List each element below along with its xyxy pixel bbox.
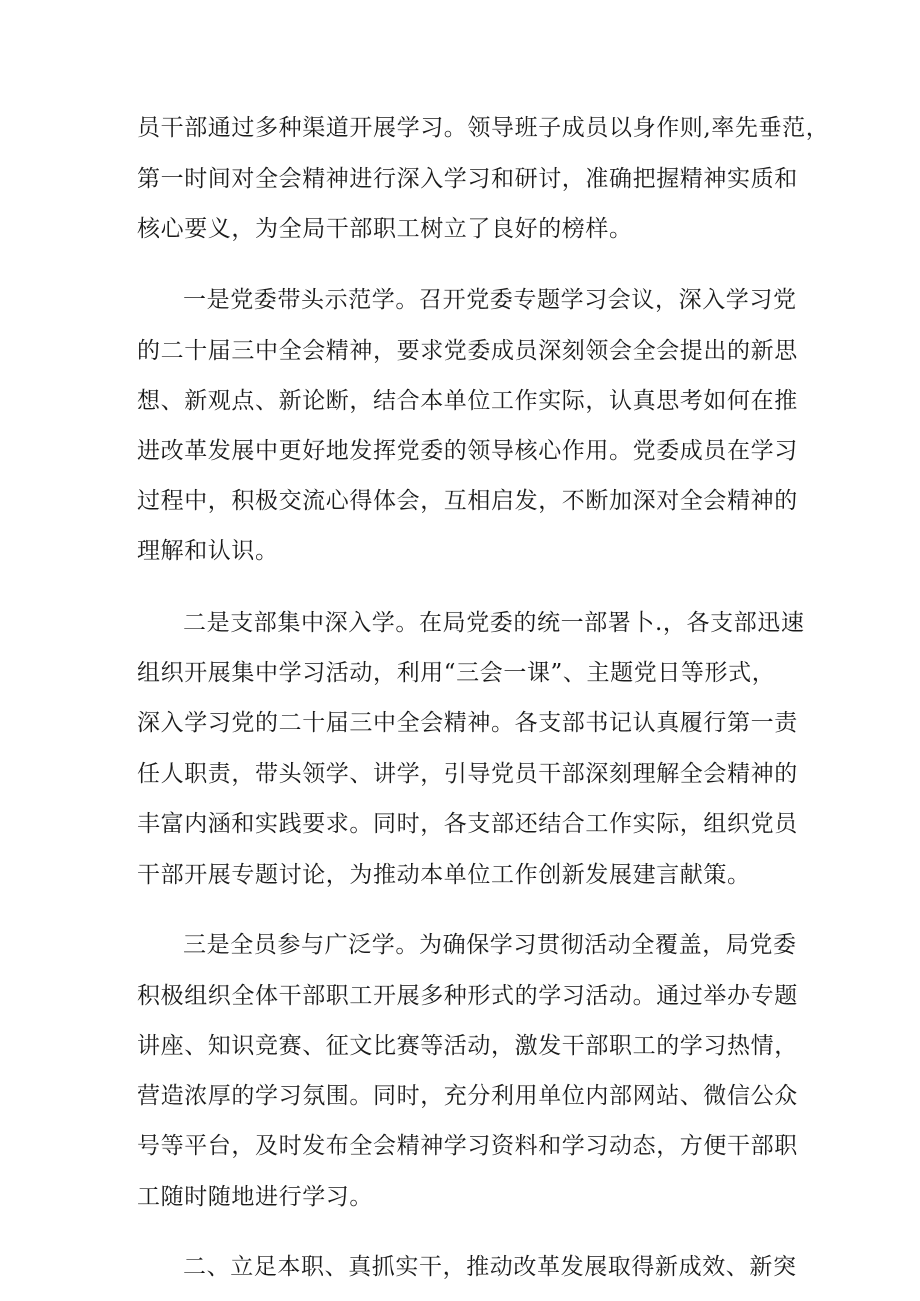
text-line: 工随时随地进行学习。 — [137, 1184, 373, 1210]
text-line: 丰富内涵和实践要求。同时，各支部还结合工作实际，组织党员 — [137, 811, 798, 837]
text-line: 任人职责，带头领学、讲学，引导党员干部深刻理解全会精神的 — [137, 761, 798, 787]
text-line: 积极组织全体干部职工开展多种形式的学习活动。通过举办专题 — [137, 983, 798, 1009]
section-heading: 二、立足本职、真抓实干，推动改革发展取得新成效、新突 — [183, 1254, 797, 1280]
text-line: 过程中，积极交流心得体会，互相启发，不断加深对全会精神的 — [137, 488, 798, 514]
text-line: 深入学习党的二十届三中全会精神。各支部书记认真履行第一责 — [137, 710, 798, 736]
paragraph-first-line: 三是全员参与广泛学。为确保学习贯彻活动全覆盖，局党委 — [183, 932, 797, 958]
text-line: 核心要义，为全局干部职工树立了良好的榜样。 — [137, 216, 633, 242]
text-line: 讲座、知识竞赛、征文比赛等活动，激发干部职工的学习热情， — [137, 1033, 798, 1059]
paragraph-first-line: 一是党委带头示范学。召开党委专题学习会议，深入学习党 — [183, 287, 797, 313]
text-line: 员干部通过多种渠道开展学习。领导班子成员以身作则,率先垂范， — [137, 115, 830, 141]
text-line: 号等平台，及时发布全会精神学习资料和学习动态，方便干部职 — [137, 1133, 798, 1159]
text-line: 组织开展集中学习活动，利用“三会一课”、主题党日等形式， — [137, 660, 776, 686]
paragraph-first-line: 二是支部集中深入学。在局党委的统一部署卜.，各支部迅速 — [183, 610, 805, 636]
text-line: 的二十届三中全会精神，要求党委成员深刻领会全会提出的新思 — [137, 338, 798, 364]
text-line: 理解和认识。 — [137, 538, 279, 564]
text-line: 营造浓厚的学习氛围。同时，充分利用单位内部网站、微信公众 — [137, 1083, 798, 1109]
text-line: 第一时间对全会精神进行深入学习和研讨，准确把握精神实质和 — [137, 166, 798, 192]
text-line: 想、新观点、新论断，结合本单位工作实际，认真思考如何在推 — [137, 388, 798, 414]
text-line: 干部开展专题讨论，为推动本单位工作创新发展建言献策。 — [137, 862, 751, 888]
text-line: 进改革发展中更好地发挥党委的领导核心作用。党委成员在学习 — [137, 438, 798, 464]
